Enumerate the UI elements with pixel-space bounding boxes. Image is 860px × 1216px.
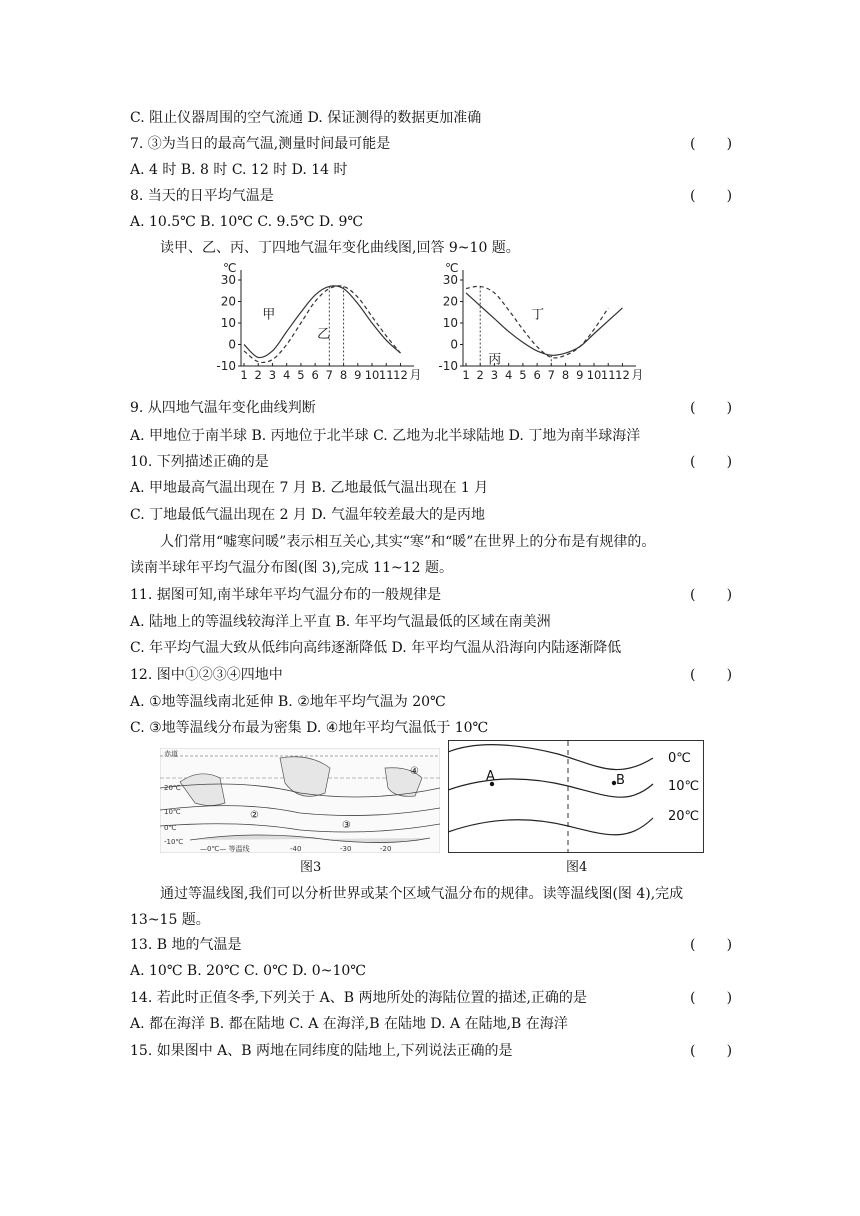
x-tick-label: 1 — [462, 368, 470, 382]
marker-3: ③ — [342, 820, 351, 831]
temperature-curves-figure — [215, 258, 665, 388]
figure-3-caption: 图3 — [300, 860, 322, 875]
series-label-ding: 丁 — [531, 307, 545, 323]
figure-4-caption: 图4 — [566, 860, 588, 875]
fig4-frame — [449, 741, 704, 853]
y-tick-label: 30 — [442, 273, 458, 287]
question-12-options-ab: A. ①地等温线南北延伸 B. ②地年平均气温为 20℃ — [130, 694, 446, 710]
question-10-options-cd: C. 丁地最低气温出现在 2 月 D. 气温年较差最大的是丙地 — [130, 507, 485, 523]
y-tick-label: -10 — [216, 359, 236, 373]
x-tick-label: 9 — [354, 368, 362, 382]
x-tick-label: 11 — [378, 368, 394, 382]
question-7-options: A. 4 时 B. 8 时 C. 12 时 D. 14 时 — [130, 162, 348, 178]
question-10-options-ab: A. 甲地最高气温出现在 7 月 B. 乙地最低气温出现在 1 月 — [130, 480, 489, 496]
label-t20: 20℃ — [164, 784, 181, 792]
question-14-options: A. 都在海洋 B. 都在陆地 C. A 在海洋,B 在陆地 D. A 在陆地,B 在海洋 — [130, 1016, 568, 1032]
marker-4: ④ — [410, 766, 419, 777]
y-tick-label: 20 — [442, 294, 458, 309]
y-tick-label: 20 — [220, 294, 236, 309]
x-tick-label: 1 — [240, 368, 248, 382]
y-tick-label: -10 — [438, 359, 458, 373]
x-tick-label: 7 — [325, 368, 334, 382]
x-tick-label: 4 — [283, 368, 291, 382]
label-a: A — [486, 769, 495, 784]
y-tick-label: 30 — [220, 273, 236, 287]
question-14: 14. 若此时正值冬季,下列关于 A、B 两地所处的海陆位置的描述,正确的是 — [130, 990, 587, 1006]
y-tick-label: 0 — [450, 337, 458, 352]
answer-paren-7[interactable]: ( ) — [690, 136, 733, 152]
y-tick-label: 10 — [220, 316, 236, 330]
label-0c: 0℃ — [668, 751, 691, 766]
x-tick-label: 2 — [476, 368, 484, 382]
question-9: 9. 从四地气温年变化曲线判断 — [130, 400, 316, 416]
x-unit-label: 月 — [409, 368, 422, 382]
answer-paren-11[interactable]: ( ) — [690, 587, 733, 603]
x-tick-label: 8 — [561, 368, 570, 382]
figure-3-map — [160, 748, 440, 853]
y-unit-label: ℃ — [445, 261, 459, 275]
intro-9-10: 读甲、乙、丙、丁四地气温年变化曲线图,回答 9~10 题。 — [160, 240, 520, 256]
q6-options-cd: C. 阻止仪器周围的空气流通 D. 保证测得的数据更加准确 — [130, 110, 482, 126]
answer-paren-15[interactable]: ( ) — [690, 1043, 733, 1059]
question-15: 15. 如果图中 A、B 两地在同纬度的陆地上,下列说法正确的是 — [130, 1043, 513, 1059]
series-label-bing: 丙 — [488, 352, 502, 368]
question-13: 13. B 地的气温是 — [130, 937, 242, 953]
lon-3: -20 — [380, 845, 392, 853]
answer-paren-14[interactable]: ( ) — [690, 990, 733, 1006]
question-13-options: A. 10℃ B. 20℃ C. 0℃ D. 0~10℃ — [130, 963, 366, 979]
equator-label: 赤道 — [164, 750, 178, 758]
question-10: 10. 下列描述正确的是 — [130, 454, 269, 470]
x-tick-label: 12 — [615, 368, 630, 382]
answer-paren-8[interactable]: ( ) — [690, 188, 733, 204]
chart-left — [216, 261, 421, 382]
x-tick-label: 5 — [519, 368, 527, 382]
lon-2: -30 — [340, 845, 352, 853]
question-9-options: A. 甲地位于南半球 B. 丙地位于北半球 C. 乙地为北半球陆地 D. 丁地为南半球海洋 — [130, 428, 641, 444]
x-tick-label: 10 — [364, 368, 380, 382]
x-tick-label: 3 — [268, 368, 277, 382]
x-tick-label: 5 — [297, 368, 305, 382]
label-t0: 0℃ — [164, 824, 177, 832]
answer-paren-13[interactable]: ( ) — [690, 937, 733, 953]
intro-11-12-a: 人们常用“嘘寒问暖”表示相互关心,其实“寒”和“暖”在世界上的分布是有规律的。 — [160, 534, 656, 550]
label-tm10: -10℃ — [164, 838, 184, 846]
intro-13-15-a: 通过等温线图,我们可以分析世界或某个区域气温分布的规律。读等温线图(图 4),完成 — [160, 886, 684, 902]
x-tick-label: 6 — [311, 368, 319, 382]
x-tick-label: 10 — [586, 368, 602, 382]
chart-right — [438, 261, 643, 382]
marker-2: ② — [250, 810, 259, 821]
legend-isotherm: —0℃— 等温线 — [200, 845, 250, 853]
answer-paren-9[interactable]: ( ) — [690, 400, 733, 416]
label-b: B — [616, 773, 625, 788]
answer-paren-10[interactable]: ( ) — [690, 454, 733, 470]
series-label-jia: 甲 — [262, 307, 276, 323]
intro-11-12-b: 读南半球年平均气温分布图(图 3),完成 11~12 题。 — [130, 560, 453, 576]
x-tick-label: 6 — [533, 368, 541, 382]
series-line-1 — [466, 293, 622, 355]
question-8: 8. 当天的日平均气温是 — [130, 188, 274, 204]
figure-4-isotherms — [448, 740, 704, 853]
y-unit-label: ℃ — [223, 261, 237, 275]
x-tick-label: 12 — [393, 368, 408, 382]
x-tick-label: 7 — [547, 368, 556, 382]
series-line-2 — [244, 286, 400, 363]
question-12-options-cd: C. ③地等温线分布最为密集 D. ④地年平均气温低于 10℃ — [130, 720, 489, 736]
question-12: 12. 图中①②③④四地中 — [130, 667, 283, 683]
x-tick-label: 4 — [505, 368, 513, 382]
lon-1: -40 — [290, 845, 302, 853]
x-tick-label: 3 — [490, 368, 499, 382]
question-11: 11. 据图可知,南半球年平均气温分布的一般规律是 — [130, 587, 442, 603]
question-7: 7. ③为当日的最高气温,测量时间最可能是 — [130, 136, 391, 152]
x-tick-label: 8 — [339, 368, 348, 382]
y-tick-label: 0 — [228, 337, 236, 352]
question-11-options-ab: A. 陆地上的等温线较海洋上平直 B. 年平均气温最低的区域在南美洲 — [130, 614, 551, 630]
x-tick-label: 11 — [600, 368, 616, 382]
label-t10: 10℃ — [164, 808, 181, 816]
x-unit-label: 月 — [631, 368, 644, 382]
intro-13-15-b: 13~15 题。 — [130, 912, 210, 928]
x-tick-label: 9 — [576, 368, 584, 382]
x-tick-label: 2 — [254, 368, 262, 382]
question-11-options-cd: C. 年平均气温大致从低纬向高纬逐渐降低 D. 年平均气温从沿海向内陆逐渐降低 — [130, 640, 622, 656]
label-10c: 10℃ — [668, 779, 700, 794]
label-20c: 20℃ — [668, 809, 700, 824]
y-tick-label: 10 — [442, 316, 458, 330]
answer-paren-12[interactable]: ( ) — [690, 667, 733, 683]
question-8-options: A. 10.5℃ B. 10℃ C. 9.5℃ D. 9℃ — [130, 214, 364, 230]
series-label-yi: 乙 — [317, 327, 331, 343]
